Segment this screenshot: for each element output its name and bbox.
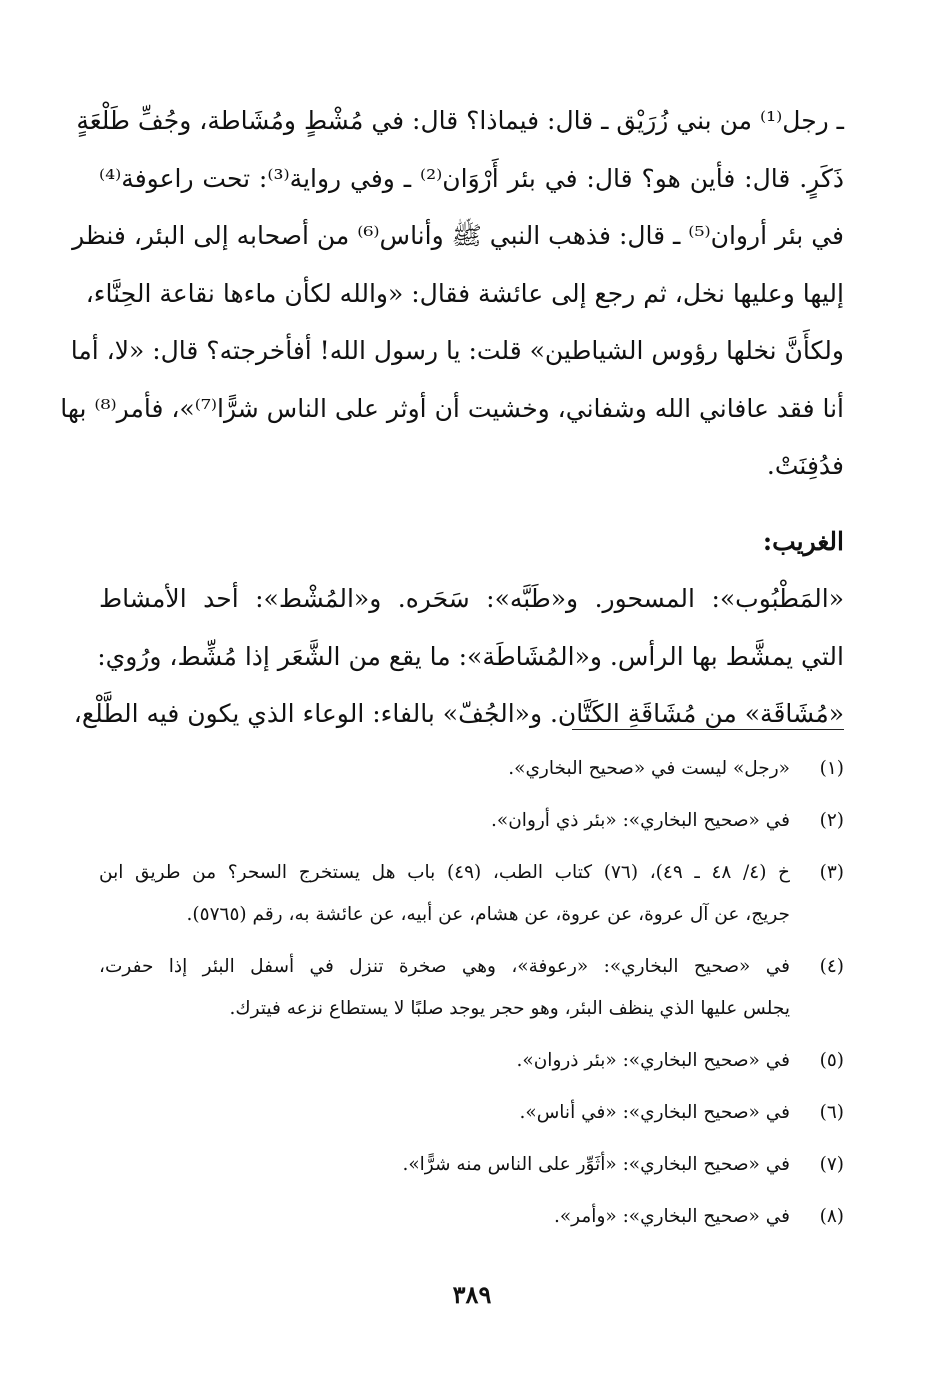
footnote-number: (٢) xyxy=(819,810,844,831)
footnote-text: «رجل» ليست في «صحيح البخاري». xyxy=(508,758,790,779)
footnote-text: خ (٤/ ٤٨ ـ ٤٩)، (٧٦) كتاب الطب، (٤٩) باب هل يستخرج السحر؟ من طريق ابن xyxy=(99,862,790,883)
footnote-number: (٥) xyxy=(819,1050,844,1071)
footnote-number: (٦) xyxy=(819,1102,844,1123)
footnote xyxy=(99,1196,844,1238)
section-heading: الغريب: xyxy=(762,526,844,556)
footnote-text: في «صحيح البخاري»: «بئر ذي أروان». xyxy=(491,810,790,831)
footnote-number: (٨) xyxy=(819,1206,844,1227)
footnote-text: في «صحيح البخاري»: «وأمر». xyxy=(553,1206,790,1227)
footnote xyxy=(99,1092,844,1134)
footnote-number: (٤) xyxy=(819,956,844,977)
gharib-line: التي يمشَّط بها الرأس. و«المُشَاطَة»: ما يقع من الشَّعَر إذا مُشِّط، ورُوي: xyxy=(97,641,844,671)
gharib-line: «المَطْبُوب»: المسحور. و«طَبَّه»: سَحَره. و«المُشْط»: أحد الأمشاط xyxy=(99,584,844,613)
footnote xyxy=(99,1040,844,1082)
body-line: ـ رجل⁽¹⁾ من بني زُرَيْق ـ قال: فيماذا؟ قال: في مُشْطٍ ومُشَاطة، وجُفِّ طَلْعَةٍ xyxy=(76,106,844,135)
footnote-text: جريج، عن آل عروة، عن عروة، عن هشام، عن أبيه، عن عائشة به، رقم (٥٧٦٥). xyxy=(186,904,790,925)
footnote xyxy=(99,748,844,790)
body-line: أنا فقد عافاني الله وشفاني، وخشيت أن أوثر على الناس شرًّا⁽⁷⁾»، فأمر⁽⁸⁾ بها xyxy=(60,393,844,423)
footnote-text: في «صحيح البخاري»: «رعوفة»، وهي صخرة تنزل في أسفل البئر إذا حفرت، xyxy=(99,956,790,977)
footnote-text: في «صحيح البخاري»: «في أناس». xyxy=(519,1102,790,1123)
body-line: إليها وعليها نخل، ثم رجع إلى عائشة فقال: «والله لكأن ماءها نقاعة الحِنَّاء، xyxy=(85,278,844,308)
footnote-text: في «صحيح البخاري»: «بئر ذروان». xyxy=(516,1050,790,1071)
body-line: ولكأَنَّ نخلها رؤوس الشياطين» قلت: يا رسول الله! أفأخرجته؟ قال: «لا، أما xyxy=(70,336,844,365)
page-number: ٣٨٩ xyxy=(452,1280,492,1309)
footnote-number: (١) xyxy=(819,758,844,779)
footnote xyxy=(99,1144,844,1186)
footnote xyxy=(99,946,844,1030)
footnote-text: يجلس عليها الذي ينظف البئر، وهو حجر يوجد صلبًا لا يستطاع نزعه فيترك. xyxy=(229,998,790,1019)
footnotes xyxy=(99,748,844,1238)
body-line: ذَكَرٍ. قال: فأين هو؟ قال: في بئر أَرْوَان⁽²⁾ ـ وفي رواية⁽³⁾: تحت راعوفة⁽⁴⁾ xyxy=(99,163,844,193)
gharib-line: «مُشَاقَة» من مُشَاقَةِ الكَتَّان. و«الجُفّ» بالفاء: الوعاء الذي يكون فيه الطَّلْع، xyxy=(73,699,844,728)
footnote-number: (٣) xyxy=(819,862,844,883)
main-text xyxy=(60,92,844,743)
body-line: فدُفِنَتْ. xyxy=(766,451,844,480)
footnote-number: (٧) xyxy=(819,1154,844,1175)
footnote xyxy=(99,852,844,936)
body-line: في بئر أروان⁽⁵⁾ ـ قال: فذهب النبي ﷺ وأناس⁽⁶⁾ من أصحابه إلى البئر، فنظر xyxy=(72,221,844,250)
footnote-divider xyxy=(572,729,844,730)
footnote-text: في «صحيح البخاري»: «أثَوِّر على الناس منه شرًّا». xyxy=(402,1154,790,1175)
footnote xyxy=(99,800,844,842)
